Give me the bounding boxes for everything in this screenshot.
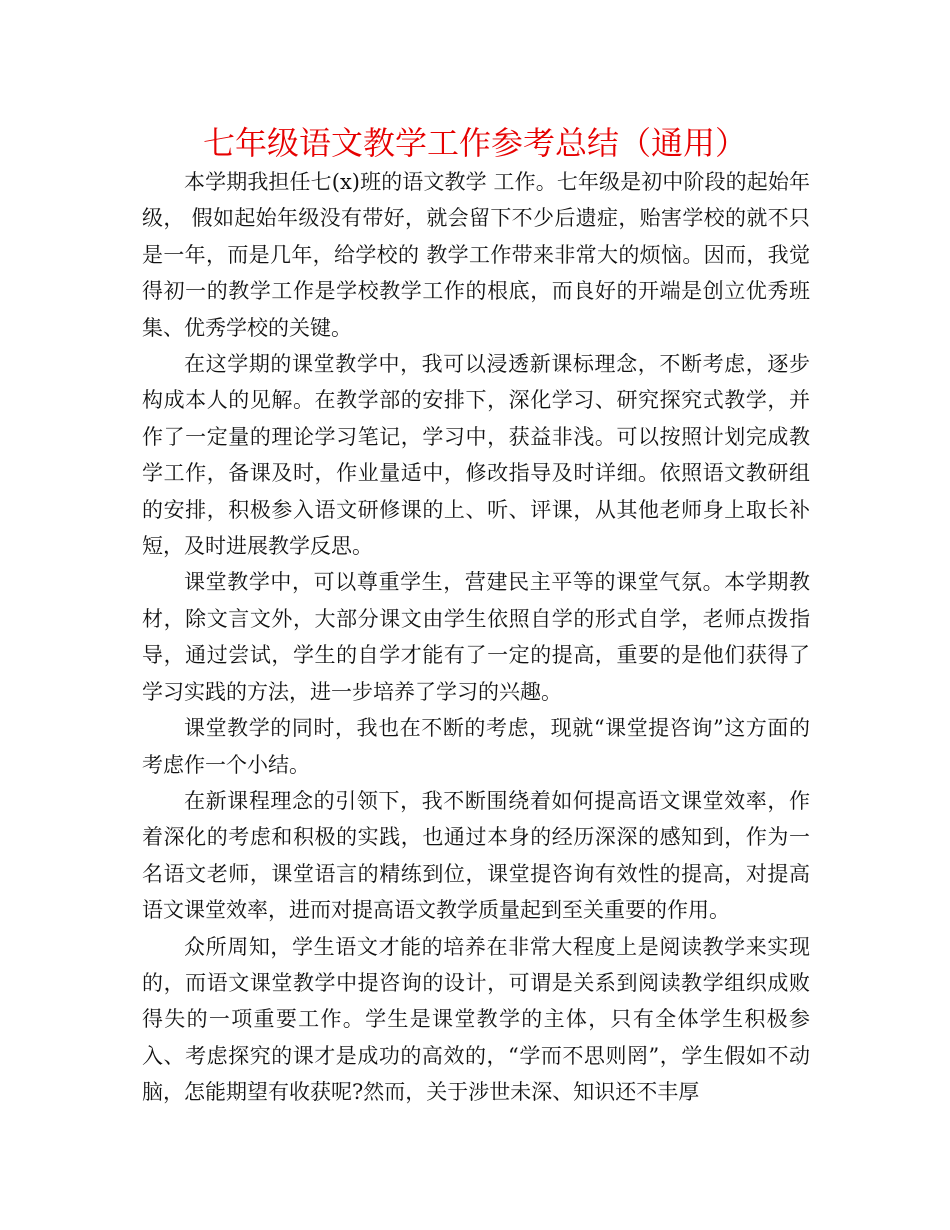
paragraph-1: 本学期我担任七(x)班的语文教学 工作。七年级是初中阶段的起始年级， 假如起始年级没有带好，就会留下不少后遗症，贻害学校的就不只是一年，而是几年，给学校的 教学工作带来非常大的烦恼。因而，我觉得初一的教学工作是学校教学工作的根底，而良好的开端是创立优秀班集、优秀学校的关键。 — [142, 170, 810, 340]
paragraph-6: 众所周知，学生语文才能的培养在非常大程度上是阅读教学来实现的，而语文课堂教学中提咨询的设计，可谓是关系到阅读教学组织成败得失的一项重要工作。学生是课堂教学的主体，只有全体学生积极参入、考虑探究的课才是成功的高效的，“学而不思则罔”，学生假如不动脑，怎能期望有收获呢?然而，关于涉世未深、知识还不丰厚 — [142, 934, 810, 1105]
document-title: 七年级语文教学工作参考总结（通用） — [202, 124, 747, 162]
paragraph-3: 课堂教学中，可以尊重学生，营建民主平等的课堂气氛。本学期教材，除文言文外，大部分课文由学生依照自学的形式自学，老师点拨指导，通过尝试，学生的自学才能有了一定的提高，重要的是他们获得了学习实践的方法，进一步培养了学习的兴趣。 — [142, 570, 810, 704]
paragraph-4: 课堂教学的同时，我也在不断的考虑，现就“课堂提咨询”这方面的考虑作一个小结。 — [142, 716, 810, 777]
paragraph-5: 在新课程理念的引领下，我不断围绕着如何提高语文课堂效率，作着深化的考虑和积极的实践，也通过本身的经历深深的感知到，作为一名语文老师，课堂语言的精练到位，课堂提咨询有效性的提高，对提高语文课堂效率，进而对提高语文教学质量起到至关重要的作用。 — [142, 788, 810, 923]
document-body — [142, 164, 810, 1111]
paragraph-2: 在这学期的课堂教学中，我可以浸透新课标理念，不断考虑，逐步构成本人的见解。在教学部的安排下，深化学习、研究探究式教学，并作了一定量的理论学习笔记，学习中，获益非浅。可以按照计划完成教学工作，备课及时，作业量适中，修改指导及时详细。依照语文教研组的安排，积极参入语文研修课的上、听、评课，从其他老师身上取长补短，及时进展教学反思。 — [142, 352, 810, 559]
